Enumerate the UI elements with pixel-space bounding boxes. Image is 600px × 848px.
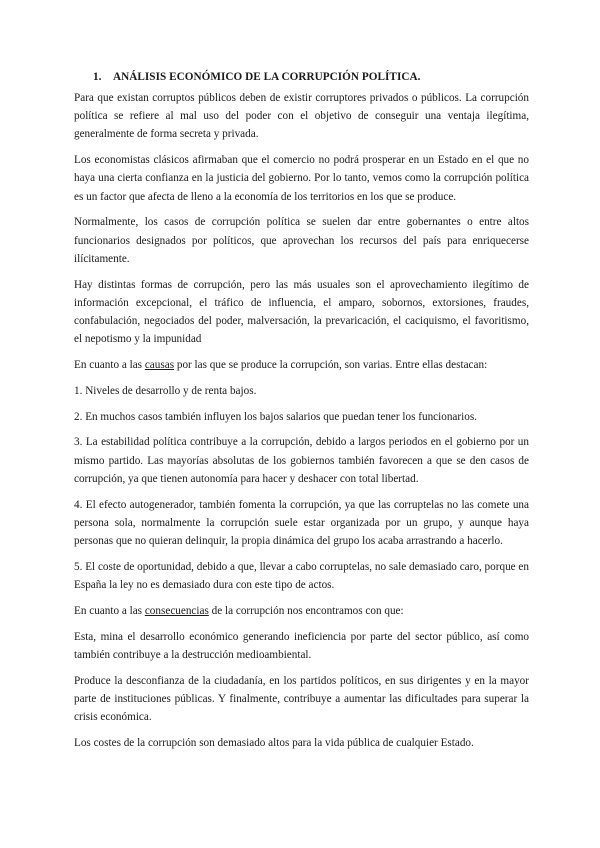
causes-underlined: causas <box>144 359 175 372</box>
cause-item: 1. Niveles de desarrollo y de renta bajos. <box>74 384 257 397</box>
consequence-item: Esta, mina el desarrollo económico generando ineficiencia por parte del sector público, así como también contribuye a la destrucción medioambiental. <box>74 630 529 661</box>
section-heading <box>93 70 529 85</box>
cause-item: 2. En muchos casos también influyen los bajos salarios que puedan tener los funcionarios. <box>74 410 477 423</box>
cause-item: 4. El efecto autogenerador, también fomenta la corrupción, ya que las corruptelas no las comete una persona sola, normalmente la corrupción suele estar organizada por un grupo, y aunque haya personas que no quieran delinquir, la propia dinámica del grupo los acaba arrastrando a hacerlo. <box>74 498 529 548</box>
consequence-item: Los costes de la corrupción son demasiado altos para la vida pública de cualquier Estado. <box>74 736 474 749</box>
heading-number: 1. <box>93 71 102 83</box>
cause-item: 5. El coste de oportunidad, debido a que, llevar a cabo corruptelas, no sale demasiado caro, porque en España la ley no es demasiado dura con este tipo de actos. <box>74 560 529 592</box>
paragraph-forms: Hay distintas formas de corrupción, pero las más usuales son el aprovechamiento ilegítimo de información excepcional, el tráfico de influencia, el amparo, sobornos, extorsiones, fraudes, confabulación, negociados del poder, malversación, la prevaricación, el caciquismo, el favoritismo, el nepotismo y la impunidad <box>74 278 529 346</box>
causes-intro: En cuanto a las causas por las que se produce la corrupción, son varias. Entre ellas destacan: <box>74 359 488 372</box>
heading-text: ANÁLISIS ECONÓMICO DE LA CORRUPCIÓN POLÍTICA. <box>113 71 421 83</box>
paragraph-cases: Normalmente, los casos de corrupción política se suelen dar entre gobernantes o entre altos funcionarios designados por políticos, que aprovechan los recursos del país para enriquecerse ilícitamente. <box>74 216 529 265</box>
consequences-underlined: consecuencias <box>144 604 209 617</box>
paragraph-intro: Para que existan corruptos públicos deben de existir corruptores privados o públicos. La corrupción política se refiere al mal uso del poder con el objetivo de conseguir una ventaja ilegítima, generalmente de forma secreta y privada. <box>74 92 529 141</box>
consequence-item: Produce la desconfianza de la ciudadanía, en los partidos políticos, en sus dirigentes y en la mayor parte de instituciones públicas. Y finalmente, contribuye a aumentar las dificultades para superar la crisis económica. <box>74 674 529 724</box>
cause-item: 3. La estabilidad política contribuye a la corrupción, debido a largos periodos en el gobierno por un mismo partido. Las mayorías absolutas de los gobiernos también favorecen a que se den casos de corrupción, ya que tienen autonomía para hacer y deshacer con total libertad. <box>74 436 529 485</box>
paragraph-economists: Los economistas clásicos afirmaban que el comercio no podrá prosperar en un Estado en el que no haya una cierta confianza en la justicia del gobierno. Por lo tanto, vemos como la corrupción política es un factor que afecta de lleno a la economía de los territorios en los que se produce. <box>74 154 529 203</box>
consequences-intro: En cuanto a las consecuencias de la corrupción nos encontramos con que: <box>74 604 404 617</box>
